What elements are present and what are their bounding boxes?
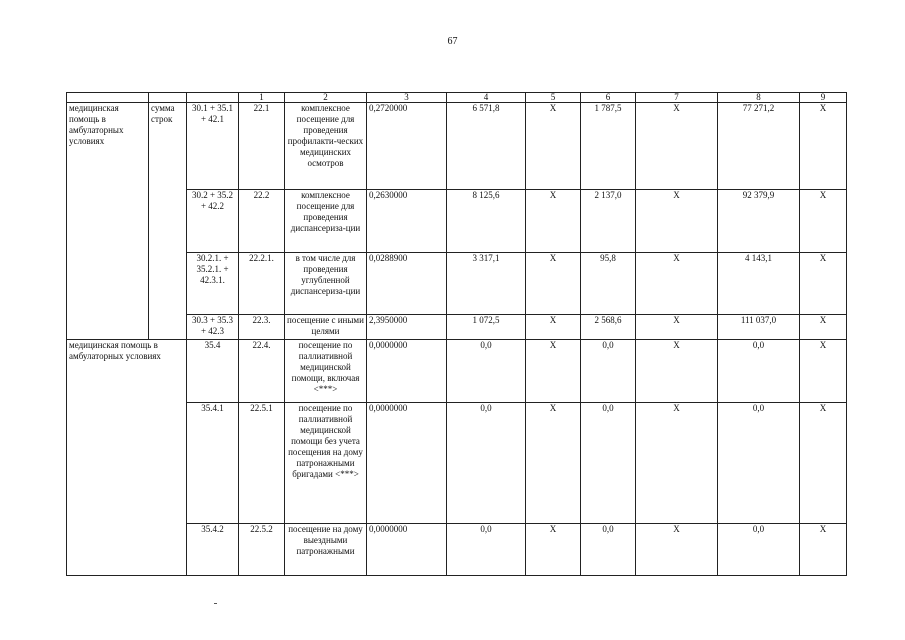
value-cell-5: X bbox=[526, 253, 581, 315]
value-cell-4: 6 571,8 bbox=[447, 103, 526, 190]
row-formula-cell: 30.2.1. + 35.2.1. + 42.3.1. bbox=[187, 253, 239, 315]
row-description-cell: посещение на дому выездными патронажными bbox=[285, 524, 367, 576]
header-cell: 5 bbox=[526, 93, 581, 103]
row-formula-cell: 35.4 bbox=[187, 340, 239, 403]
value-cell-5: X bbox=[526, 403, 581, 524]
value-cell-4: 3 317,1 bbox=[447, 253, 526, 315]
row-description-cell: посещение по паллиативной медицинской помощи, включая <***> bbox=[285, 340, 367, 403]
value-cell-5: X bbox=[526, 103, 581, 190]
value-cell-7: X bbox=[636, 340, 718, 403]
header-cell bbox=[187, 93, 239, 103]
row-formula-cell: 35.4.2 bbox=[187, 524, 239, 576]
value-cell-7: X bbox=[636, 103, 718, 190]
header-cell: 4 bbox=[447, 93, 526, 103]
value-cell-7: X bbox=[636, 524, 718, 576]
row-description-cell: в том числе для проведения углубленной диспансериза-ции bbox=[285, 253, 367, 315]
value-cell-9: X bbox=[800, 403, 847, 524]
value-cell-5: X bbox=[526, 315, 581, 340]
value-cell-7: X bbox=[636, 403, 718, 524]
value-cell-6: 0,0 bbox=[581, 340, 636, 403]
page-number: 67 bbox=[447, 36, 458, 47]
row-description-cell: посещение по паллиативной медицинской помощи без учета посещения на дому патронажными бригадами <***> bbox=[285, 403, 367, 524]
value-cell-6: 1 787,5 bbox=[581, 103, 636, 190]
row-description-cell: комплексное посещение для проведения диспансериза-ции bbox=[285, 190, 367, 253]
value-cell-7: X bbox=[636, 315, 718, 340]
row-number-cell: 22.4. bbox=[239, 340, 285, 403]
row-description-cell: комплексное посещение для проведения профилакти-ческих медицинских осмотров bbox=[285, 103, 367, 190]
value-cell-9: X bbox=[800, 524, 847, 576]
header-cell: 9 bbox=[800, 93, 847, 103]
section-label-cell: медицинская помощь в амбулаторных условиях bbox=[67, 340, 187, 576]
section-label-cell: медицинская помощь в амбулаторных условиях bbox=[67, 103, 149, 340]
value-cell-4: 1 072,5 bbox=[447, 315, 526, 340]
value-cell-5: X bbox=[526, 524, 581, 576]
value-cell-8: 111 037,0 bbox=[718, 315, 800, 340]
header-row bbox=[67, 93, 847, 103]
sum-label-cell: сумма строк bbox=[149, 103, 187, 340]
value-cell-9: X bbox=[800, 315, 847, 340]
value-cell-8: 4 143,1 bbox=[718, 253, 800, 315]
value-cell-6: 2 568,6 bbox=[581, 315, 636, 340]
value-cell-8: 0,0 bbox=[718, 340, 800, 403]
value-cell-5: X bbox=[526, 340, 581, 403]
value-cell-5: X bbox=[526, 190, 581, 253]
value-cell-7: X bbox=[636, 190, 718, 253]
row-number-cell: 22.1 bbox=[239, 103, 285, 190]
value-cell-3: 2,3950000 bbox=[367, 315, 447, 340]
value-cell-8: 0,0 bbox=[718, 403, 800, 524]
value-cell-3: 0,2630000 bbox=[367, 190, 447, 253]
scan-speck bbox=[214, 603, 217, 604]
value-cell-3: 0,0000000 bbox=[367, 524, 447, 576]
value-cell-6: 2 137,0 bbox=[581, 190, 636, 253]
table-row bbox=[67, 340, 847, 403]
header-cell: 8 bbox=[718, 93, 800, 103]
row-number-cell: 22.5.2 bbox=[239, 524, 285, 576]
row-number-cell: 22.5.1 bbox=[239, 403, 285, 524]
row-formula-cell: 30.2 + 35.2 + 42.2 bbox=[187, 190, 239, 253]
table-row bbox=[67, 103, 847, 190]
row-number-cell: 22.2 bbox=[239, 190, 285, 253]
header-cell bbox=[149, 93, 187, 103]
value-cell-8: 92 379,9 bbox=[718, 190, 800, 253]
row-number-cell: 22.3. bbox=[239, 315, 285, 340]
data-table bbox=[66, 92, 847, 576]
value-cell-4: 8 125,6 bbox=[447, 190, 526, 253]
header-cell: 7 bbox=[636, 93, 718, 103]
row-description-cell: посещение с иными целями bbox=[285, 315, 367, 340]
value-cell-9: X bbox=[800, 340, 847, 403]
row-formula-cell: 35.4.1 bbox=[187, 403, 239, 524]
value-cell-9: X bbox=[800, 190, 847, 253]
value-cell-7: X bbox=[636, 253, 718, 315]
header-cell: 6 bbox=[581, 93, 636, 103]
header-cell: 3 bbox=[367, 93, 447, 103]
header-cell: 2 bbox=[285, 93, 367, 103]
value-cell-8: 77 271,2 bbox=[718, 103, 800, 190]
value-cell-8: 0,0 bbox=[718, 524, 800, 576]
value-cell-6: 0,0 bbox=[581, 524, 636, 576]
header-cell bbox=[67, 93, 149, 103]
value-cell-4: 0,0 bbox=[447, 403, 526, 524]
row-number-cell: 22.2.1. bbox=[239, 253, 285, 315]
value-cell-3: 0,0288900 bbox=[367, 253, 447, 315]
value-cell-6: 95,8 bbox=[581, 253, 636, 315]
value-cell-3: 0,2720000 bbox=[367, 103, 447, 190]
value-cell-3: 0,0000000 bbox=[367, 340, 447, 403]
header-cell: 1 bbox=[239, 93, 285, 103]
value-cell-6: 0,0 bbox=[581, 403, 636, 524]
value-cell-3: 0,0000000 bbox=[367, 403, 447, 524]
row-formula-cell: 30.3 + 35.3 + 42.3 bbox=[187, 315, 239, 340]
value-cell-9: X bbox=[800, 253, 847, 315]
value-cell-4: 0,0 bbox=[447, 524, 526, 576]
value-cell-4: 0,0 bbox=[447, 340, 526, 403]
row-formula-cell: 30.1 + 35.1 + 42.1 bbox=[187, 103, 239, 190]
value-cell-9: X bbox=[800, 103, 847, 190]
